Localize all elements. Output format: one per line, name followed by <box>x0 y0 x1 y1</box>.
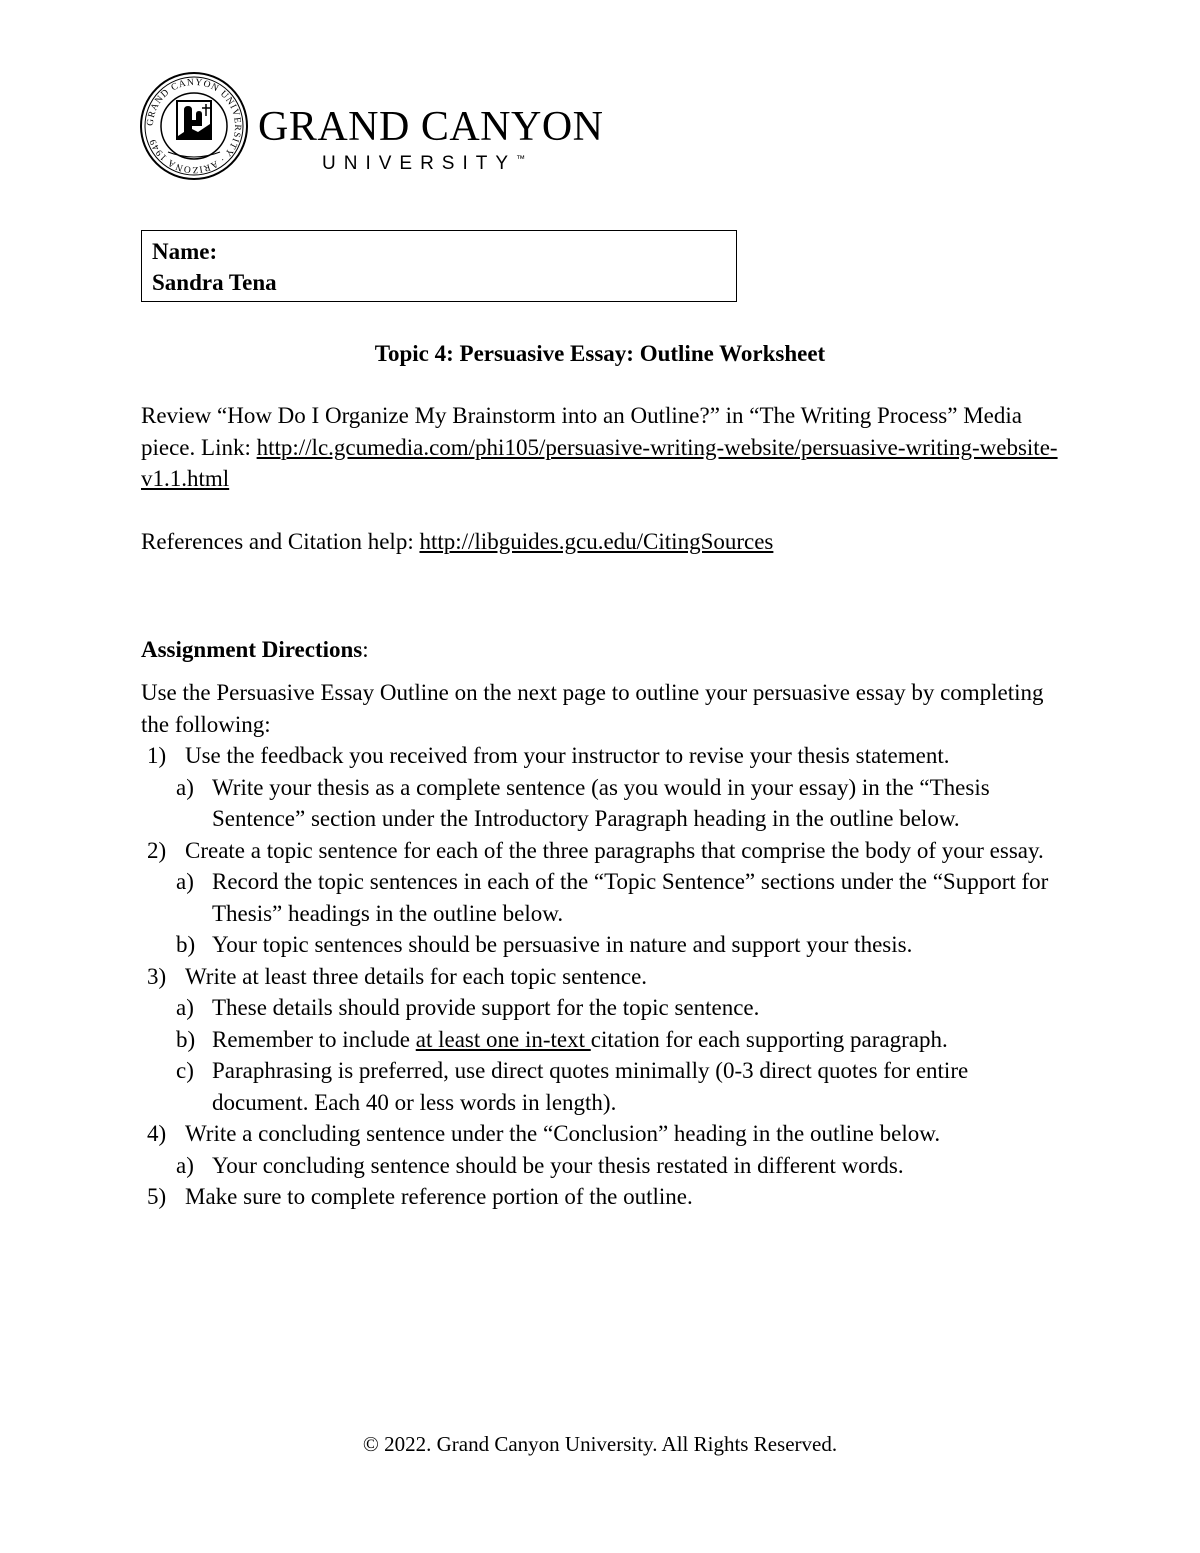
directions-heading <box>141 634 1061 666</box>
list-item <box>141 835 1061 867</box>
logo-wordmark: GRAND CANYON <box>258 104 604 150</box>
references-paragraph <box>141 526 1061 558</box>
name-box <box>141 230 737 302</box>
name-value[interactable]: Sandra Tena <box>152 270 277 295</box>
list-subnumber: b) <box>176 1026 196 1052</box>
review-paragraph <box>141 400 1061 495</box>
logo-subname: UNIVERSITY™ <box>322 153 526 174</box>
list-text: Use the feedback you received from your instructor to revise your thesis statement. <box>185 743 950 768</box>
directions-heading-text: Assignment Directions <box>141 637 363 662</box>
list-text: Write a concluding sentence under the “Conclusion” heading in the outline below. <box>185 1121 941 1146</box>
list-item <box>141 1181 1061 1213</box>
directions-intro: Use the Persuasive Essay Outline on the next page to outline your persuasive essay by completing the following: <box>141 680 1044 737</box>
list-subitem <box>141 866 1061 929</box>
list-subnumber: c) <box>176 1058 194 1083</box>
list-number: 4) <box>147 1121 167 1146</box>
list-subtext-post: citation for each supporting paragraph. <box>590 1026 948 1052</box>
list-subnumber: a) <box>176 1152 194 1178</box>
list-item <box>141 740 1061 772</box>
list-subtext-pre: Remember to include <box>212 1026 416 1052</box>
list-subitem <box>141 1055 1061 1118</box>
university-logo <box>138 70 638 190</box>
list-text: Write at least three details for each topic sentence. <box>185 963 648 989</box>
review-text: Review “How Do I Organize My Brainstorm into an Outline?” in “The Writing Process” Media piece. Link: <box>141 403 1022 460</box>
list-text: Create a topic sentence for each of the three paragraphs that comprise the body of your essay. <box>185 837 1044 863</box>
list-subnumber: a) <box>176 995 194 1020</box>
list-subtext: These details should provide support for the topic sentence. <box>212 995 760 1020</box>
list-subtext: Record the topic sentences in each of the “Topic Sentence” sections under the “Support for Thesis” headings in the outline below. <box>212 869 1049 926</box>
list-subtext: Paraphrasing is preferred, use direct quotes minimally (0-3 direct quotes for entire document. Each 40 or less words in length). <box>212 1058 969 1115</box>
writing-process-link[interactable]: http://lc.gcumedia.com/phi105/persuasive-writing-website/persuasive-writing-website-v1.1.html <box>141 434 1058 491</box>
list-subtext: Your topic sentences should be persuasive in nature and support your thesis. <box>212 932 913 957</box>
list-subnumber: a) <box>176 774 194 800</box>
citing-sources-link[interactable]: http://libguides.gcu.edu/CitingSources <box>419 529 774 554</box>
list-subitem <box>141 929 1061 961</box>
list-item <box>141 1118 1061 1150</box>
list-subitem <box>141 772 1061 835</box>
list-subtext: Your concluding sentence should be your thesis restated in different words. <box>212 1152 904 1178</box>
list-number: 1) <box>147 743 167 768</box>
directions-list <box>141 740 1061 1213</box>
list-subitem <box>141 1024 1061 1056</box>
list-subitem <box>141 992 1061 1024</box>
list-number: 3) <box>147 963 167 989</box>
list-text: Make sure to complete reference portion of the outline. <box>185 1184 693 1209</box>
list-subnumber: b) <box>176 932 196 957</box>
references-label: References and Citation help: <box>141 529 420 554</box>
list-subtext: Write your thesis as a complete sentence (as you would in your essay) in the “Thesis Sentence” section under the Introductory Paragraph heading in the outline below. <box>212 774 990 831</box>
list-subnumber: a) <box>176 869 194 894</box>
list-number: 5) <box>147 1184 167 1209</box>
page-title: Topic 4: Persuasive Essay: Outline Worksheet <box>374 341 826 366</box>
directions-heading-colon: : <box>362 637 369 662</box>
copyright-footer: © 2022. Grand Canyon University. All Rights Reserved. <box>362 1432 838 1456</box>
list-subitem <box>141 1150 1061 1182</box>
seal-text: GRAND CANYON UNIVERSITY · ARIZONA 1949 <box>145 77 243 175</box>
list-item <box>141 961 1061 993</box>
underlined-emphasis: at least one in-text <box>415 1026 591 1052</box>
list-number: 2) <box>147 837 167 863</box>
university-seal-icon <box>138 70 250 182</box>
name-label: Name: <box>152 239 218 264</box>
